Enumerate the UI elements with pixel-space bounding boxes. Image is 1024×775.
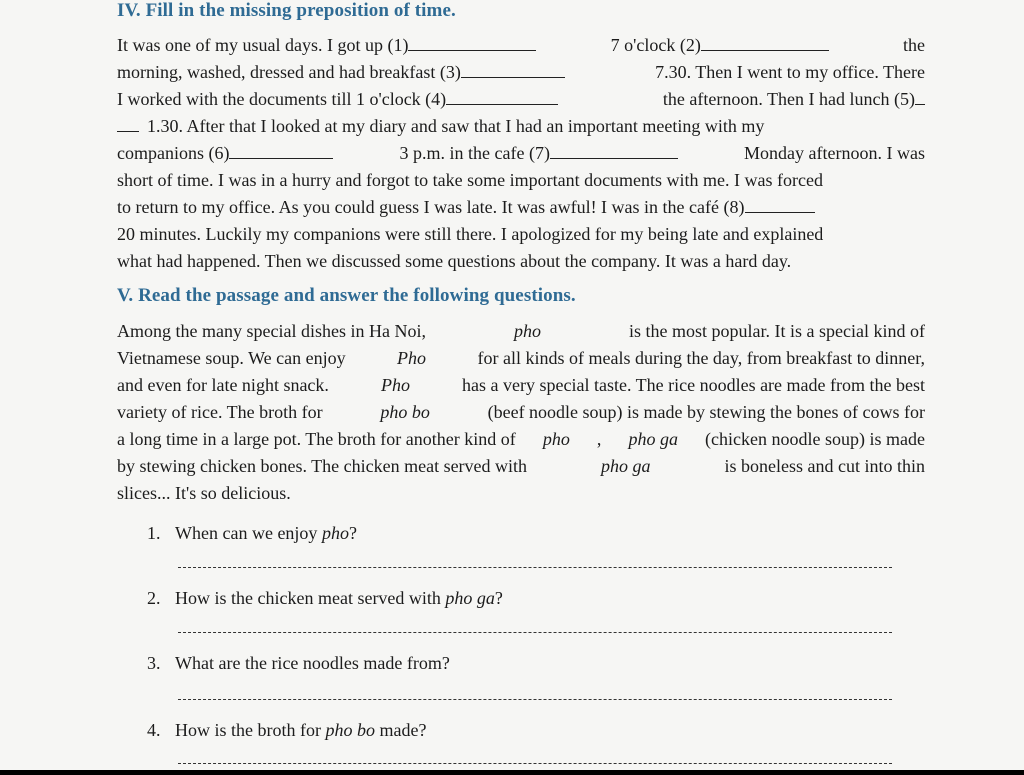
blank-3[interactable]	[461, 59, 565, 78]
question-1: 1. When can we enjoy pho?	[147, 523, 357, 543]
blank-8[interactable]	[745, 194, 815, 213]
blank-5[interactable]	[915, 86, 925, 105]
passage-line: slices... It's so delicious.	[117, 483, 291, 503]
passage-line: by stewing chicken bones. The chicken meat served with pho ga is boneless and cut into thin	[117, 456, 925, 476]
passage-line: and even for late night snack. Pho has a very special taste. The rice noodles are made from the best	[117, 375, 925, 395]
answer-line-2[interactable]	[178, 632, 892, 633]
passage-line: to return to my office. As you could guess I was late. It was awful! I was in the café (8)	[117, 194, 925, 220]
question-2: 2. How is the chicken meat served with pho ga?	[147, 588, 503, 608]
answer-line-4[interactable]	[178, 763, 892, 764]
blank-6[interactable]	[229, 140, 333, 159]
passage-line: short of time. I was in a hurry and forgot to take some important documents with me. I was forced	[117, 170, 823, 190]
passage-line: companions (6) 3 p.m. in the cafe (7) Monday afternoon. I was	[117, 140, 925, 166]
passage-line: I worked with the documents till 1 o'clock (4) the afternoon. Then I had lunch (5)	[117, 86, 925, 112]
passage-line: 20 minutes. Luckily my companions were still there. I apologized for my being late and explained	[117, 224, 824, 244]
blank-4[interactable]	[446, 86, 558, 105]
blank-1[interactable]	[408, 32, 536, 51]
question-4: 4. How is the broth for pho bo made?	[147, 720, 427, 740]
bottom-edge-bar	[0, 770, 1024, 775]
answer-line-3[interactable]	[178, 699, 892, 700]
blank-7[interactable]	[550, 140, 678, 159]
passage-line: morning, washed, dressed and had breakfast (3) 7.30. Then I went to my office. There	[117, 59, 925, 85]
section-iv-title: IV. Fill in the missing preposition of time.	[117, 0, 456, 21]
passage-line: It was one of my usual days. I got up (1) 7 o'clock (2) the	[117, 32, 925, 58]
passage-line: Among the many special dishes in Ha Noi, pho is the most popular. It is a special kind of	[117, 321, 925, 341]
blank-2[interactable]	[701, 32, 829, 51]
passage-line: 1.30. After that I looked at my diary and saw that I had an important meeting with my	[117, 113, 925, 139]
blank-5-cont[interactable]	[117, 113, 139, 132]
question-3: 3. What are the rice noodles made from?	[147, 653, 450, 673]
passage-line: what had happened. Then we discussed some questions about the company. It was a hard day.	[117, 251, 792, 271]
passage-line: a long time in a large pot. The broth for another kind of pho , pho ga (chicken noodle soup) is made	[117, 429, 925, 449]
answer-line-1[interactable]	[178, 567, 892, 568]
passage-line: Vietnamese soup. We can enjoy Pho for all kinds of meals during the day, from breakfast to dinner,	[117, 348, 925, 368]
section-v-title: V. Read the passage and answer the following questions.	[117, 285, 576, 306]
passage-line: variety of rice. The broth for pho bo (beef noodle soup) is made by stewing the bones of cows for	[117, 402, 925, 422]
